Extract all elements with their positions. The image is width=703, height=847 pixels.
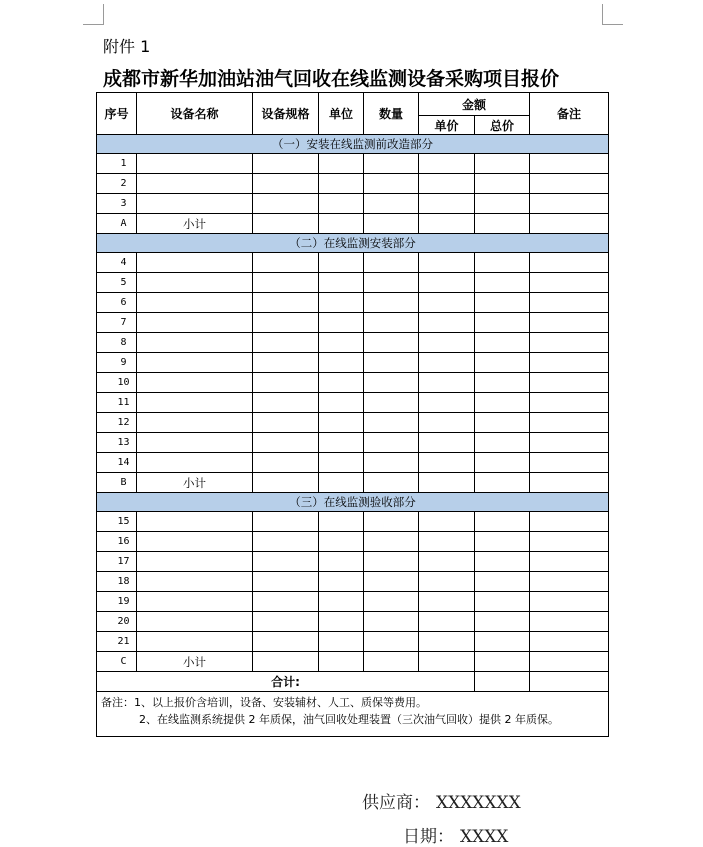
unit-price-cell xyxy=(419,552,475,572)
unit-price-cell xyxy=(419,512,475,532)
spec-cell xyxy=(253,453,319,473)
total-price-cell xyxy=(475,453,530,473)
total-price-cell xyxy=(475,333,530,353)
equipment-name-cell xyxy=(137,253,253,273)
unit-price-cell xyxy=(419,473,475,493)
row-seq: 5 xyxy=(97,273,137,293)
spec-cell xyxy=(253,333,319,353)
unit-cell xyxy=(319,273,364,293)
equipment-name-cell xyxy=(137,194,253,214)
spec-cell xyxy=(253,592,319,612)
section-title: （二）在线监测安装部分 xyxy=(97,234,609,253)
unit-price-cell xyxy=(419,592,475,612)
total-price-cell xyxy=(475,194,530,214)
unit-price-cell xyxy=(419,253,475,273)
remark-cell xyxy=(530,552,609,572)
equipment-name-cell xyxy=(137,512,253,532)
total-price-cell xyxy=(475,512,530,532)
remark-cell xyxy=(530,353,609,373)
table-row xyxy=(97,293,609,313)
unit-price-cell xyxy=(419,174,475,194)
qty-cell xyxy=(364,214,419,234)
unit-cell xyxy=(319,572,364,592)
unit-cell xyxy=(319,253,364,273)
unit-price-cell xyxy=(419,572,475,592)
unit-cell xyxy=(319,313,364,333)
equipment-name-cell xyxy=(137,572,253,592)
unit-price-cell xyxy=(419,453,475,473)
unit-cell xyxy=(319,154,364,174)
unit-price-cell xyxy=(419,154,475,174)
spec-cell xyxy=(253,512,319,532)
equipment-name-cell xyxy=(137,373,253,393)
document-title: 成都市新华加油站油气回收在线监测设备采购项目报价 xyxy=(103,68,560,90)
remark-cell xyxy=(530,512,609,532)
spec-cell xyxy=(253,373,319,393)
subtotal-label: 小计 xyxy=(137,473,253,493)
supplier-value: XXXXXXX xyxy=(436,793,521,813)
table-row xyxy=(97,333,609,353)
equipment-name-cell xyxy=(137,313,253,333)
qty-cell xyxy=(364,393,419,413)
page-corner-mark-left xyxy=(83,4,104,25)
equipment-name-cell xyxy=(137,333,253,353)
total-price-cell xyxy=(475,393,530,413)
total-price-cell xyxy=(475,214,530,234)
table-row xyxy=(97,253,609,273)
remark-cell xyxy=(530,572,609,592)
qty-cell xyxy=(364,313,419,333)
unit-cell xyxy=(319,373,364,393)
unit-cell xyxy=(319,473,364,493)
row-seq: 2 xyxy=(97,174,137,194)
subtotal-row xyxy=(97,652,609,672)
subtotal-seq: A xyxy=(97,214,137,234)
equipment-name-cell xyxy=(137,293,253,313)
qty-cell xyxy=(364,373,419,393)
qty-cell xyxy=(364,532,419,552)
total-price-cell xyxy=(475,174,530,194)
qty-cell xyxy=(364,512,419,532)
qty-cell xyxy=(364,154,419,174)
section-header-row xyxy=(97,135,609,154)
unit-cell xyxy=(319,652,364,672)
unit-price-cell xyxy=(419,293,475,313)
grand-total-value-cell xyxy=(475,672,530,692)
qty-cell xyxy=(364,453,419,473)
unit-cell xyxy=(319,333,364,353)
header-equipment-name: 设备名称 xyxy=(137,93,253,135)
spec-cell xyxy=(253,154,319,174)
equipment-name-cell xyxy=(137,353,253,373)
equipment-name-cell xyxy=(137,273,253,293)
qty-cell xyxy=(364,612,419,632)
total-price-cell xyxy=(475,373,530,393)
section-title: （三）在线监测验收部分 xyxy=(97,493,609,512)
unit-cell xyxy=(319,612,364,632)
total-price-cell xyxy=(475,632,530,652)
subtotal-label: 小计 xyxy=(137,214,253,234)
row-seq: 9 xyxy=(97,353,137,373)
row-seq: 15 xyxy=(97,512,137,532)
total-price-cell xyxy=(475,592,530,612)
subtotal-row xyxy=(97,214,609,234)
equipment-name-cell xyxy=(137,552,253,572)
grand-total-row xyxy=(97,672,609,692)
spec-cell xyxy=(253,473,319,493)
table-row xyxy=(97,532,609,552)
subtotal-label: 小计 xyxy=(137,652,253,672)
notes-cell xyxy=(97,692,609,737)
header-quantity: 数量 xyxy=(364,93,419,135)
header-equipment-spec: 设备规格 xyxy=(253,93,319,135)
unit-price-cell xyxy=(419,413,475,433)
spec-cell xyxy=(253,194,319,214)
unit-cell xyxy=(319,532,364,552)
table-row xyxy=(97,174,609,194)
unit-cell xyxy=(319,214,364,234)
total-price-cell xyxy=(475,413,530,433)
qty-cell xyxy=(364,592,419,612)
row-seq: 16 xyxy=(97,532,137,552)
section-title: （一）安装在线监测前改造部分 xyxy=(97,135,609,154)
row-seq: 11 xyxy=(97,393,137,413)
spec-cell xyxy=(253,353,319,373)
unit-cell xyxy=(319,512,364,532)
header-total-price: 总价 xyxy=(475,116,530,135)
spec-cell xyxy=(253,273,319,293)
table-row xyxy=(97,592,609,612)
subtotal-seq: C xyxy=(97,652,137,672)
unit-cell xyxy=(319,353,364,373)
qty-cell xyxy=(364,413,419,433)
table-row xyxy=(97,612,609,632)
table-row xyxy=(97,194,609,214)
unit-price-cell xyxy=(419,313,475,333)
note-line-1: 备注：1、以上报价含培训，设备、安装辅材、人工、质保等费用。 xyxy=(101,696,427,709)
header-unit: 单位 xyxy=(319,93,364,135)
unit-price-cell xyxy=(419,194,475,214)
subtotal-row xyxy=(97,473,609,493)
qty-cell xyxy=(364,652,419,672)
unit-cell xyxy=(319,393,364,413)
unit-price-cell xyxy=(419,373,475,393)
table-row xyxy=(97,453,609,473)
quote-table xyxy=(96,92,609,737)
row-seq: 14 xyxy=(97,453,137,473)
equipment-name-cell xyxy=(137,592,253,612)
table-row xyxy=(97,373,609,393)
total-price-cell xyxy=(475,552,530,572)
spec-cell xyxy=(253,532,319,552)
total-price-cell xyxy=(475,353,530,373)
date-label: 日期： xyxy=(403,827,454,847)
total-price-cell xyxy=(475,253,530,273)
remark-cell xyxy=(530,453,609,473)
notes-row xyxy=(97,692,609,737)
remark-cell xyxy=(530,413,609,433)
qty-cell xyxy=(364,253,419,273)
total-price-cell xyxy=(475,273,530,293)
table-body xyxy=(97,135,609,737)
qty-cell xyxy=(364,194,419,214)
spec-cell xyxy=(253,393,319,413)
remark-cell xyxy=(530,194,609,214)
qty-cell xyxy=(364,333,419,353)
section-header-row xyxy=(97,234,609,253)
unit-price-cell xyxy=(419,612,475,632)
unit-price-cell xyxy=(419,393,475,413)
unit-cell xyxy=(319,413,364,433)
remark-cell xyxy=(530,612,609,632)
equipment-name-cell xyxy=(137,154,253,174)
spec-cell xyxy=(253,293,319,313)
equipment-name-cell xyxy=(137,532,253,552)
remark-cell xyxy=(530,154,609,174)
unit-price-cell xyxy=(419,273,475,293)
total-price-cell xyxy=(475,652,530,672)
row-seq: 13 xyxy=(97,433,137,453)
table-row xyxy=(97,552,609,572)
table-row xyxy=(97,313,609,333)
supplier-label: 供应商： xyxy=(362,793,430,813)
equipment-name-cell xyxy=(137,632,253,652)
spec-cell xyxy=(253,253,319,273)
qty-cell xyxy=(364,473,419,493)
unit-cell xyxy=(319,453,364,473)
qty-cell xyxy=(364,572,419,592)
unit-cell xyxy=(319,194,364,214)
remark-cell xyxy=(530,473,609,493)
unit-price-cell xyxy=(419,214,475,234)
unit-price-cell xyxy=(419,333,475,353)
header-remark: 备注 xyxy=(530,93,609,135)
row-seq: 3 xyxy=(97,194,137,214)
table-row xyxy=(97,353,609,373)
remark-cell xyxy=(530,253,609,273)
remark-cell xyxy=(530,273,609,293)
table-row xyxy=(97,393,609,413)
row-seq: 20 xyxy=(97,612,137,632)
note-line-2: 2、在线监测系统提供 2 年质保，油气回收处理装置（三次油气回收）提供 2 年质保。 xyxy=(139,713,559,726)
equipment-name-cell xyxy=(137,453,253,473)
total-price-cell xyxy=(475,313,530,333)
unit-price-cell xyxy=(419,532,475,552)
spec-cell xyxy=(253,174,319,194)
table-row xyxy=(97,572,609,592)
subtotal-seq: B xyxy=(97,473,137,493)
grand-total-remark-cell xyxy=(530,672,609,692)
spec-cell xyxy=(253,572,319,592)
unit-price-cell xyxy=(419,652,475,672)
unit-cell xyxy=(319,592,364,612)
row-seq: 7 xyxy=(97,313,137,333)
attachment-label: 附件 1 xyxy=(103,37,151,56)
remark-cell xyxy=(530,313,609,333)
table-row xyxy=(97,273,609,293)
remark-cell xyxy=(530,293,609,313)
total-price-cell xyxy=(475,473,530,493)
page-corner-mark-right xyxy=(602,4,623,25)
grand-total-label: 合计: xyxy=(97,672,475,692)
total-price-cell xyxy=(475,612,530,632)
spec-cell xyxy=(253,413,319,433)
remark-cell xyxy=(530,373,609,393)
date-line xyxy=(403,822,508,847)
table-row xyxy=(97,512,609,532)
spec-cell xyxy=(253,433,319,453)
spec-cell xyxy=(253,612,319,632)
spec-cell xyxy=(253,214,319,234)
remark-cell xyxy=(530,393,609,413)
unit-cell xyxy=(319,552,364,572)
row-seq: 6 xyxy=(97,293,137,313)
unit-cell xyxy=(319,174,364,194)
equipment-name-cell xyxy=(137,612,253,632)
unit-cell xyxy=(319,293,364,313)
spec-cell xyxy=(253,632,319,652)
total-price-cell xyxy=(475,532,530,552)
header-unit-price: 单价 xyxy=(419,116,475,135)
qty-cell xyxy=(364,433,419,453)
table-row xyxy=(97,413,609,433)
equipment-name-cell xyxy=(137,393,253,413)
total-price-cell xyxy=(475,293,530,313)
total-price-cell xyxy=(475,154,530,174)
header-seq: 序号 xyxy=(97,93,137,135)
unit-price-cell xyxy=(419,433,475,453)
row-seq: 1 xyxy=(97,154,137,174)
total-price-cell xyxy=(475,433,530,453)
qty-cell xyxy=(364,353,419,373)
spec-cell xyxy=(253,652,319,672)
remark-cell xyxy=(530,532,609,552)
remark-cell xyxy=(530,174,609,194)
qty-cell xyxy=(364,174,419,194)
remark-cell xyxy=(530,652,609,672)
table-row xyxy=(97,154,609,174)
remark-cell xyxy=(530,214,609,234)
row-seq: 19 xyxy=(97,592,137,612)
unit-price-cell xyxy=(419,353,475,373)
qty-cell xyxy=(364,552,419,572)
spec-cell xyxy=(253,552,319,572)
remark-cell xyxy=(530,632,609,652)
supplier-line xyxy=(362,788,521,813)
qty-cell xyxy=(364,632,419,652)
equipment-name-cell xyxy=(137,413,253,433)
table-row xyxy=(97,632,609,652)
section-header-row xyxy=(97,493,609,512)
row-seq: 8 xyxy=(97,333,137,353)
row-seq: 18 xyxy=(97,572,137,592)
table-row xyxy=(97,433,609,453)
row-seq: 21 xyxy=(97,632,137,652)
unit-price-cell xyxy=(419,632,475,652)
remark-cell xyxy=(530,433,609,453)
total-price-cell xyxy=(475,572,530,592)
equipment-name-cell xyxy=(137,174,253,194)
row-seq: 4 xyxy=(97,253,137,273)
qty-cell xyxy=(364,293,419,313)
spec-cell xyxy=(253,313,319,333)
unit-cell xyxy=(319,632,364,652)
header-amount: 金额 xyxy=(419,93,530,116)
qty-cell xyxy=(364,273,419,293)
date-value: XXXX xyxy=(460,827,509,847)
unit-cell xyxy=(319,433,364,453)
remark-cell xyxy=(530,592,609,612)
equipment-name-cell xyxy=(137,433,253,453)
row-seq: 17 xyxy=(97,552,137,572)
remark-cell xyxy=(530,333,609,353)
row-seq: 12 xyxy=(97,413,137,433)
row-seq: 10 xyxy=(97,373,137,393)
